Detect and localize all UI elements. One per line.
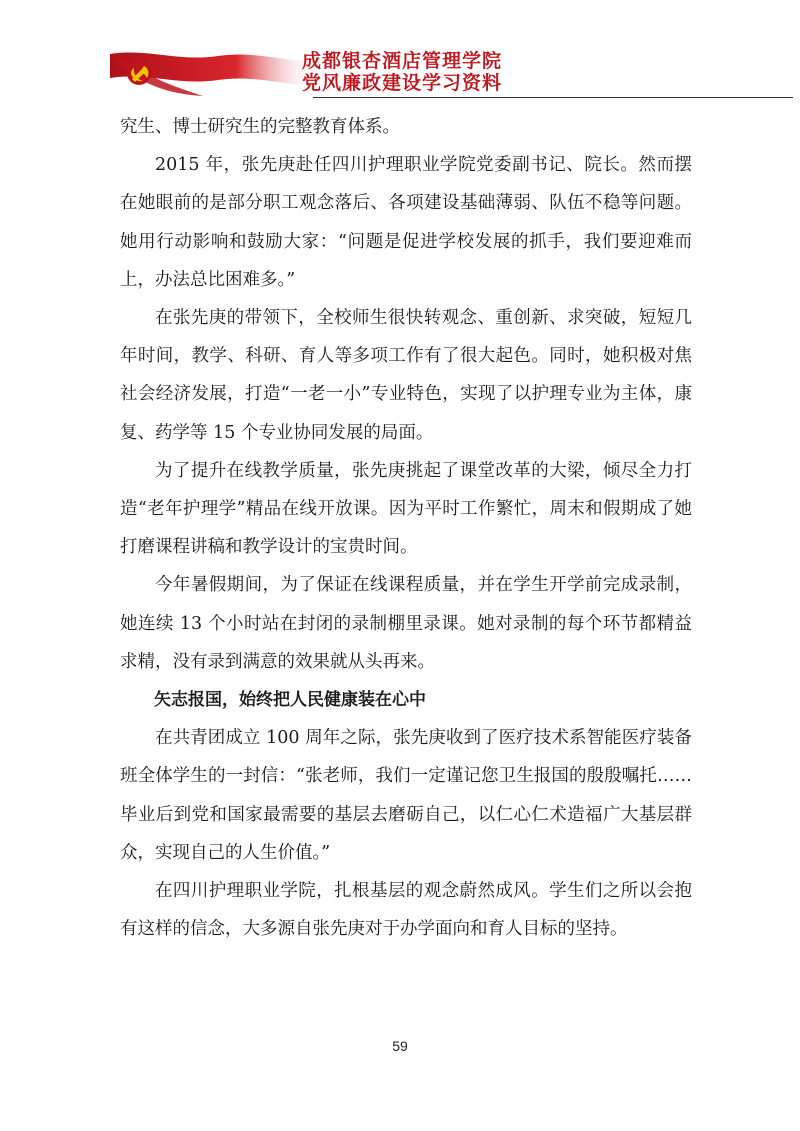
paragraph: 在共青团成立 100 周年之际，张先庚收到了医疗技术系智能医疗装备班全体学生的一封信：“张老师，我们一定谨记您卫生报国的殷殷嘱托……毕业后到党和国家最需要的基层去磨砺自己，以仁心仁术造福广大基层群众，实现自己的人生价值。” — [120, 728, 692, 863]
paragraph: 2015 年，张先庚赴任四川护理职业学院党委副书记、院长。然而摆在她眼前的是部分职工观念落后、各项建设基础薄弱、队伍不稳等问题。她用行动影响和鼓励大家：“问题是促进学校发展的抓手，我们要迎难而上，办法总比困难多。” — [120, 155, 692, 290]
header-divider — [313, 97, 793, 98]
party-emblem-icon — [108, 44, 323, 100]
header-title — [302, 50, 502, 94]
paragraph: 为了提升在线教学质量，张先庚挑起了课堂改革的大梁，倾尽全力打造“老年护理学”精品在线开放课。因为平时工作繁忙，周末和假期成了她打磨课程讲稿和教学设计的宝贵时间。 — [120, 460, 692, 558]
paragraph: 在张先庚的带领下，全校师生很快转观念、重创新、求突破，短短几年时间，教学、科研、育人等多项工作有了很大起色。同时，她积极对焦社会经济发展，打造“一老一小”专业特色，实现了以护理专业为主体，康复、药学等 15 个专业协同发展的局面。 — [120, 308, 692, 443]
article-body — [120, 108, 692, 948]
paragraph-continuation: 究生、博士研究生的完整教育体系。 — [120, 117, 400, 137]
section-heading: 矢志报国，始终把人民健康装在心中 — [154, 690, 426, 711]
page-header — [108, 44, 690, 102]
page-number: 59 — [392, 1038, 408, 1054]
header-title-line2: 党风廉政建设学习资料 — [302, 72, 503, 94]
paragraph: 今年暑假期间，为了保证在线课程质量，并在学生开学前完成录制，她连续 13 个小时站在封闭的录制棚里录课。她对录制的每个环节都精益求精，没有录到满意的效果就从头再来。 — [120, 575, 692, 672]
header-title-line1: 成都银杏酒店管理学院 — [302, 50, 503, 72]
paragraph: 在四川护理职业学院，扎根基层的观念蔚然成风。学生们之所以会抱有这样的信念，大多源自张先庚对于办学面向和育人目标的坚持。 — [120, 881, 692, 940]
